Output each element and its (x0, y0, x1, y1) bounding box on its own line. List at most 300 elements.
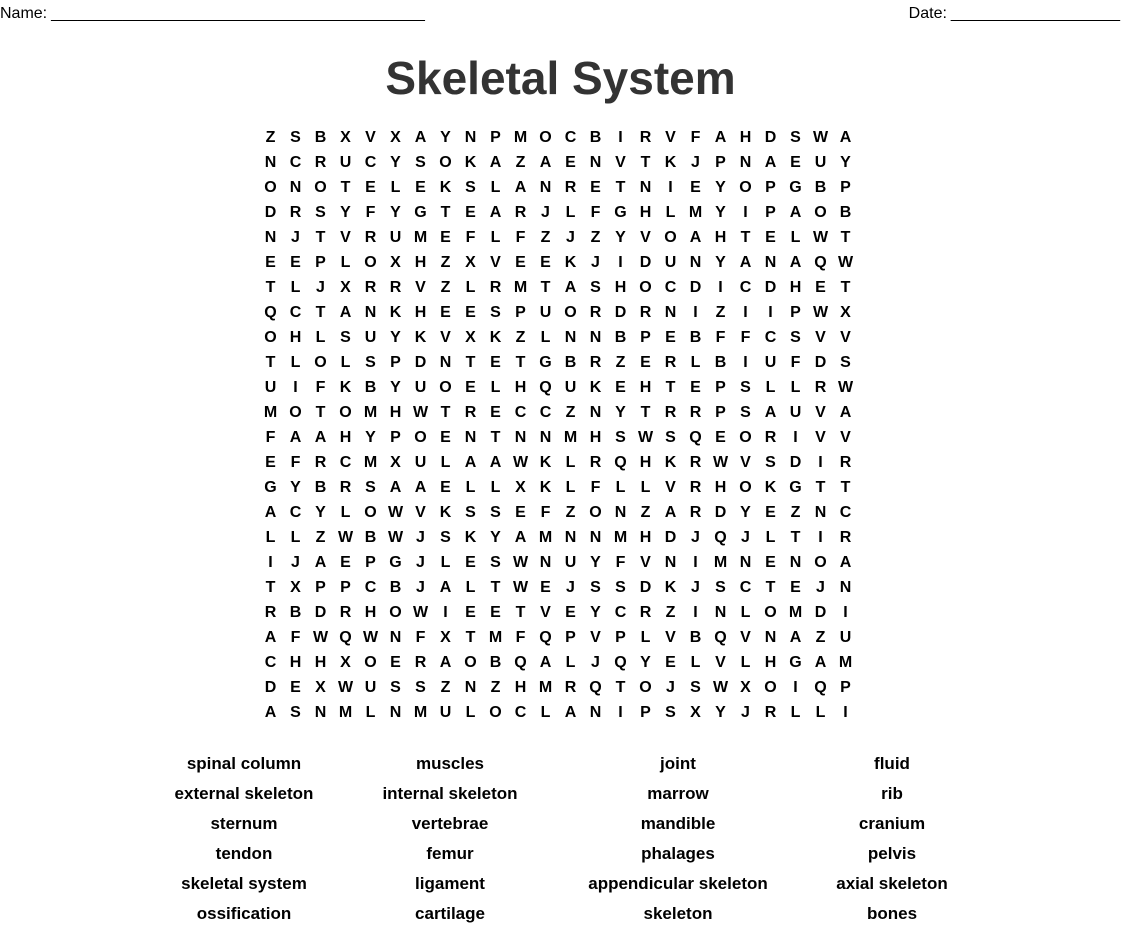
grid-cell: E (790, 154, 801, 171)
grid-cell: W (812, 304, 829, 321)
grid-cell: L (565, 479, 576, 496)
grid-cell: D (264, 204, 277, 221)
grid-cell: W (337, 679, 354, 696)
grid-cell: A (839, 129, 852, 146)
grid-cell: E (515, 254, 526, 271)
grid-cell: O (764, 679, 777, 696)
grid-cell: V (540, 604, 551, 621)
grid-cell: P (840, 179, 851, 196)
grid-cell: E (765, 229, 776, 246)
grid-cell: A (789, 204, 802, 221)
grid-cell: H (639, 204, 652, 221)
grid-cell: R (414, 654, 427, 671)
grid-cell: C (564, 129, 577, 146)
grid-cell: F (290, 629, 301, 646)
grid-cell: E (440, 229, 451, 246)
word-item: femur (426, 844, 474, 863)
grid-cell: L (790, 704, 801, 721)
grid-cell: S (465, 504, 476, 521)
grid-cell: R (364, 279, 377, 296)
grid-cell: B (364, 529, 377, 546)
grid-cell: L (490, 179, 501, 196)
grid-cell: L (390, 179, 401, 196)
grid-cell: H (639, 529, 652, 546)
grid-cell: K (439, 504, 452, 521)
grid-cell: R (589, 304, 602, 321)
word-item: ossification (196, 904, 292, 923)
grid-cell: T (265, 579, 276, 596)
grid-cell: C (514, 704, 527, 721)
grid-cell: H (414, 254, 427, 271)
grid-cell: N (664, 304, 677, 321)
grid-cell: J (691, 579, 700, 596)
grid-cell: E (590, 179, 601, 196)
grid-cell: N (564, 329, 577, 346)
grid-cell: M (513, 129, 528, 146)
grid-cell: P (640, 329, 651, 346)
grid-row (258, 200, 858, 225)
grid-cell: W (712, 679, 729, 696)
grid-cell: A (689, 229, 702, 246)
grid-cell: O (639, 679, 652, 696)
grid-cell: O (439, 379, 452, 396)
grid-cell: A (839, 554, 852, 571)
grid-cell: T (265, 354, 276, 371)
grid-cell: E (465, 554, 476, 571)
grid-cell: V (365, 129, 376, 146)
grid-cell: N (364, 304, 377, 321)
grid-row (258, 700, 858, 725)
grid-cell: H (714, 479, 727, 496)
grid-cell: W (362, 629, 379, 646)
grid-cell: W (337, 529, 354, 546)
grid-cell: P (615, 629, 626, 646)
grid-cell: E (715, 429, 726, 446)
grid-cell: P (565, 629, 576, 646)
grid-cell: E (465, 304, 476, 321)
grid-cell: O (364, 504, 377, 521)
grid-cell: S (615, 579, 626, 596)
grid-cell: H (639, 454, 652, 471)
grid-cell: F (590, 204, 601, 221)
grid-cell: H (714, 229, 727, 246)
grid-cell: R (564, 179, 577, 196)
grid-cell: R (564, 679, 577, 696)
grid-cell: S (490, 304, 501, 321)
grid-cell: B (314, 479, 327, 496)
grid-cell: Z (515, 154, 526, 171)
grid-cell: O (314, 179, 327, 196)
grid-cell: A (714, 129, 727, 146)
grid-cell: M (713, 554, 728, 571)
grid-cell: C (339, 454, 352, 471)
grid-cell: E (440, 304, 451, 321)
grid-cell: Z (540, 229, 551, 246)
grid-cell: I (618, 129, 623, 146)
grid-cell: O (589, 504, 602, 521)
grid-cell: B (364, 379, 377, 396)
grid-cell: J (741, 704, 750, 721)
grid-row (258, 475, 858, 500)
grid-cell: O (739, 179, 752, 196)
word-list (0, 751, 1121, 931)
grid-cell: J (416, 579, 425, 596)
grid-cell: T (315, 229, 326, 246)
grid-cell: E (465, 379, 476, 396)
grid-cell: S (665, 704, 676, 721)
grid-cell: A (514, 529, 527, 546)
grid-cell: R (664, 354, 677, 371)
grid-cell: B (614, 329, 627, 346)
grid-cell: I (843, 704, 848, 721)
grid-cell: N (789, 554, 802, 571)
word-item: marrow (647, 784, 709, 803)
grid-cell: C (289, 504, 302, 521)
grid-cell: V (815, 429, 826, 446)
word-row (0, 811, 1121, 841)
grid-cell: Q (714, 529, 727, 546)
word-row (0, 841, 1121, 871)
grid-cell: W (812, 229, 829, 246)
grid-cell: L (640, 479, 651, 496)
grid-cell: G (789, 654, 802, 671)
grid-cell: E (765, 554, 776, 571)
grid-cell: A (664, 504, 677, 521)
grid-cell: C (664, 279, 677, 296)
grid-cell: D (614, 304, 627, 321)
grid-cell: H (389, 404, 402, 421)
grid-cell: Z (640, 504, 651, 521)
grid-cell: R (839, 454, 852, 471)
grid-cell: E (815, 279, 826, 296)
grid-cell: O (814, 204, 827, 221)
grid-cell: Q (539, 379, 552, 396)
grid-cell: V (440, 329, 451, 346)
grid-cell: R (639, 604, 652, 621)
grid-cell: A (739, 254, 752, 271)
grid-cell: C (514, 404, 527, 421)
grid-cell: S (765, 454, 776, 471)
grid-row (258, 125, 858, 150)
word-item: rib (881, 784, 903, 803)
grid-cell: M (538, 529, 553, 546)
grid-cell: N (539, 429, 552, 446)
grid-cell: R (639, 304, 652, 321)
grid-cell: N (264, 154, 277, 171)
grid-cell: H (614, 279, 627, 296)
grid-cell: S (740, 379, 751, 396)
grid-cell: T (340, 179, 351, 196)
grid-cell: S (590, 279, 601, 296)
grid-cell: F (515, 229, 526, 246)
grid-cell: T (490, 429, 501, 446)
grid-cell: E (465, 604, 476, 621)
grid-cell: I (743, 354, 748, 371)
grid-cell: M (838, 654, 853, 671)
grid-cell: Q (614, 454, 627, 471)
grid-cell: K (464, 529, 477, 546)
word-row (0, 901, 1121, 931)
grid-cell: L (815, 704, 826, 721)
grid-cell: Z (440, 254, 451, 271)
grid-cell: X (315, 679, 326, 696)
grid-cell: E (765, 504, 776, 521)
grid-cell: S (365, 479, 376, 496)
grid-cell: M (538, 679, 553, 696)
grid-cell: X (690, 704, 701, 721)
grid-cell: Z (665, 604, 676, 621)
grid-cell: R (514, 204, 527, 221)
grid-cell: H (514, 679, 527, 696)
grid-cell: F (590, 479, 601, 496)
grid-cell: O (414, 429, 427, 446)
word-item: internal skeleton (382, 784, 518, 803)
grid-cell: N (589, 404, 602, 421)
grid-cell: I (768, 304, 773, 321)
grid-cell: U (664, 254, 677, 271)
word-item: cartilage (415, 904, 485, 923)
grid-cell: A (289, 429, 302, 446)
grid-cell: A (489, 154, 502, 171)
grid-cell: L (315, 329, 326, 346)
grid-cell: L (440, 554, 451, 571)
grid-row (258, 400, 858, 425)
grid-cell: T (540, 279, 551, 296)
grid-row (258, 525, 858, 550)
word-item: tendon (215, 844, 273, 863)
grid-cell: T (265, 279, 276, 296)
grid-cell: K (664, 454, 677, 471)
grid-cell: Z (440, 279, 451, 296)
grid-cell: Z (790, 504, 801, 521)
grid-cell: E (265, 454, 276, 471)
grid-row (258, 675, 858, 700)
grid-cell: I (818, 454, 823, 471)
grid-cell: E (490, 354, 501, 371)
grid-cell: L (340, 504, 351, 521)
grid-cell: L (690, 654, 701, 671)
grid-cell: Q (814, 679, 827, 696)
grid-cell: A (264, 704, 277, 721)
grid-cell: O (389, 604, 402, 621)
grid-cell: Z (815, 629, 826, 646)
grid-cell: L (540, 329, 551, 346)
grid-cell: E (690, 179, 701, 196)
grid-cell: R (689, 404, 702, 421)
grid-cell: V (340, 229, 351, 246)
grid-cell: Y (715, 704, 726, 721)
grid-cell: A (439, 654, 452, 671)
grid-cell: E (340, 554, 351, 571)
grid-cell: O (314, 354, 327, 371)
grid-cell: U (539, 304, 552, 321)
grid-cell: R (314, 154, 327, 171)
grid-cell: J (566, 229, 575, 246)
grid-cell: G (389, 554, 402, 571)
grid-cell: O (489, 704, 502, 721)
page-title: Skeletal System (385, 52, 736, 104)
grid-cell: Y (840, 154, 851, 171)
grid-cell: C (614, 604, 627, 621)
grid-cell: M (363, 454, 378, 471)
grid-cell: L (290, 279, 301, 296)
grid-cell: K (589, 379, 602, 396)
grid-cell: B (489, 654, 502, 671)
grid-cell: N (464, 429, 477, 446)
grid-cell: N (739, 154, 752, 171)
grid-cell: R (364, 229, 377, 246)
grid-cell: E (790, 579, 801, 596)
word-item: skeletal system (181, 874, 307, 893)
grid-cell: R (589, 454, 602, 471)
grid-cell: O (739, 479, 752, 496)
grid-cell: P (365, 554, 376, 571)
grid-cell: F (690, 129, 701, 146)
grid-cell: N (689, 254, 702, 271)
grid-cell: A (439, 579, 452, 596)
grid-cell: S (365, 354, 376, 371)
grid-cell: L (265, 529, 276, 546)
grid-cell: V (615, 154, 626, 171)
grid-cell: P (765, 204, 776, 221)
grid-cell: K (664, 579, 677, 596)
grid-cell: Y (440, 129, 451, 146)
grid-cell: O (264, 329, 277, 346)
grid-cell: N (589, 704, 602, 721)
date-line: ___________________ (950, 5, 1120, 22)
word-item: sternum (210, 814, 278, 833)
grid-cell: X (390, 129, 401, 146)
grid-cell: K (664, 154, 677, 171)
grid-cell: I (618, 704, 623, 721)
grid-cell: S (840, 354, 851, 371)
grid-cell: E (290, 679, 301, 696)
grid-cell: K (339, 379, 352, 396)
grid-cell: C (839, 504, 852, 521)
grid-cell: N (589, 154, 602, 171)
grid-cell: L (465, 579, 476, 596)
grid-cell: G (789, 179, 802, 196)
grid-cell: H (589, 429, 602, 446)
grid-cell: J (691, 529, 700, 546)
grid-cell: S (490, 504, 501, 521)
grid-cell: N (389, 704, 402, 721)
grid-cell: Y (715, 254, 726, 271)
grid-cell: O (564, 304, 577, 321)
grid-cell: Y (390, 154, 401, 171)
grid-cell: N (464, 129, 477, 146)
grid-cell: A (564, 279, 577, 296)
grid-cell: U (839, 629, 852, 646)
grid-cell: E (440, 429, 451, 446)
word-item: muscles (415, 754, 485, 773)
grid-cell: R (664, 404, 677, 421)
grid-cell: L (740, 654, 751, 671)
grid-cell: E (540, 579, 551, 596)
grid-cell: M (513, 279, 528, 296)
grid-cell: R (264, 604, 277, 621)
grid-cell: P (515, 304, 526, 321)
name-line: __________________________________________ (51, 5, 425, 22)
grid-cell: H (364, 604, 377, 621)
grid-cell: K (414, 329, 427, 346)
grid-cell: S (415, 679, 426, 696)
grid-row (258, 625, 858, 650)
word-item: mandible (640, 814, 716, 833)
grid-cell: E (690, 379, 701, 396)
grid-cell: V (640, 229, 651, 246)
grid-cell: R (764, 704, 777, 721)
grid-cell: T (465, 354, 476, 371)
grid-cell: O (364, 654, 377, 671)
grid-cell: G (264, 479, 277, 496)
grid-cell: N (539, 179, 552, 196)
grid-cell: W (837, 254, 854, 271)
grid-cell: J (416, 529, 425, 546)
grid-cell: R (689, 504, 702, 521)
grid-cell: Q (514, 654, 527, 671)
word-row (0, 781, 1121, 811)
grid-cell: I (743, 304, 748, 321)
grid-cell: Q (814, 254, 827, 271)
grid-cell: D (814, 354, 827, 371)
grid-cell: N (639, 179, 652, 196)
grid-cell: V (715, 654, 726, 671)
grid-cell: S (690, 679, 701, 696)
grid-cell: F (365, 204, 376, 221)
grid-cell: C (739, 279, 752, 296)
grid-cell: N (539, 554, 552, 571)
grid-cell: K (764, 479, 777, 496)
grid-cell: E (265, 254, 276, 271)
grid-cell: Z (515, 329, 526, 346)
grid-cell: N (289, 179, 302, 196)
grid-cell: J (291, 554, 300, 571)
grid-cell: P (390, 354, 401, 371)
grid-cell: S (315, 204, 326, 221)
grid-cell: A (539, 654, 552, 671)
grid-cell: N (664, 554, 677, 571)
grid-cell: U (789, 404, 802, 421)
grid-cell: M (788, 604, 803, 621)
grid-cell: W (637, 429, 654, 446)
grid-row (258, 425, 858, 450)
grid-cell: X (340, 654, 351, 671)
grid-cell: O (739, 429, 752, 446)
word-item: ligament (415, 874, 485, 893)
grid-cell: L (565, 204, 576, 221)
grid-cell: F (790, 354, 801, 371)
grid-cell: C (764, 329, 777, 346)
grid-cell: A (414, 479, 427, 496)
grid-cell: J (541, 204, 550, 221)
grid-cell: I (293, 379, 298, 396)
grid-cell: V (840, 429, 851, 446)
grid-cell: T (515, 604, 526, 621)
grid-cell: L (740, 604, 751, 621)
grid-cell: N (839, 579, 852, 596)
grid-cell: X (840, 304, 851, 321)
grid-cell: E (565, 604, 576, 621)
grid-cell: T (515, 354, 526, 371)
grid-cell: L (665, 204, 676, 221)
grid-cell: N (564, 529, 577, 546)
grid-row (258, 300, 858, 325)
grid-cell: V (815, 329, 826, 346)
grid-cell: V (415, 504, 426, 521)
grid-cell: A (314, 554, 327, 571)
grid-cell: V (740, 454, 751, 471)
